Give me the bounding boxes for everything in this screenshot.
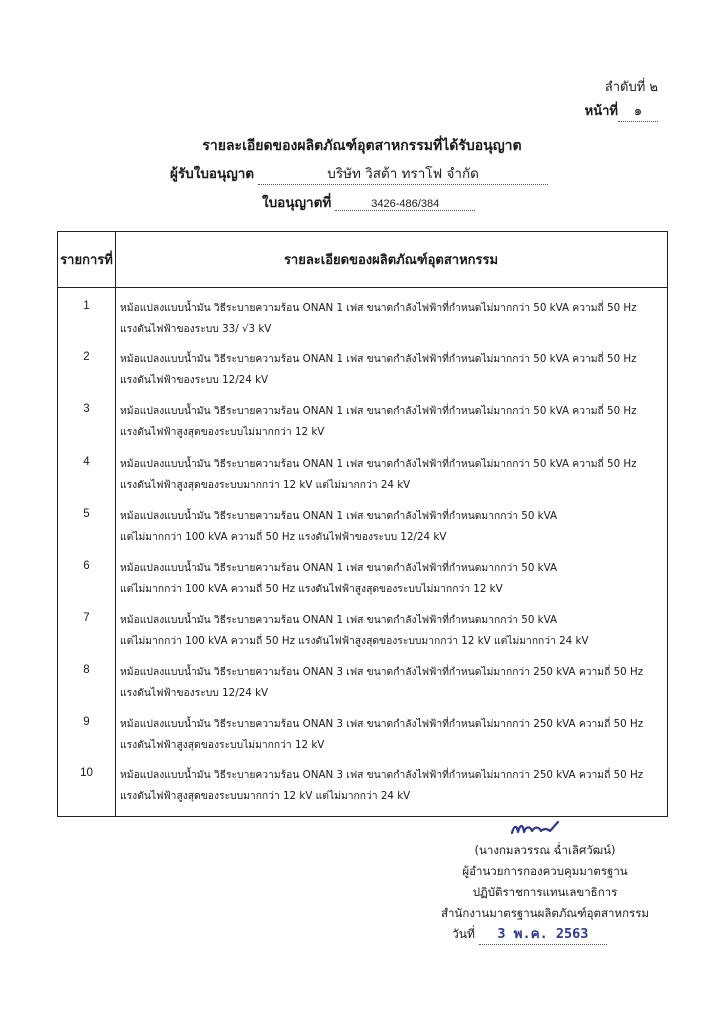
- document-title: รายละเอียดของผลิตภัณฑ์อุตสาหกรรมที่ได้รับอนุญาต: [202, 138, 522, 154]
- table-row: [58, 763, 667, 813]
- table-row: [58, 660, 667, 710]
- row-detail-line: หม้อแปลงแบบน้ำมัน วิธีระบายความร้อน ONAN 1 เฟส ขนาดกำลังไฟฟ้าที่กำหนดมากกว่า 50 kVA: [120, 562, 558, 574]
- product-table: [57, 231, 668, 817]
- table-row: [58, 504, 667, 554]
- row-detail: [120, 401, 661, 443]
- row-detail: [120, 506, 661, 548]
- row-number: 7: [83, 612, 90, 624]
- row-detail-line: แรงดันไฟฟ้าสูงสุดของระบบไม่มากกว่า 12 kV: [120, 739, 325, 751]
- table-row: [58, 399, 667, 449]
- row-detail-line: หม้อแปลงแบบน้ำมัน วิธีระบายความร้อน ONAN 1 เฟส ขนาดกำลังไฟฟ้าที่กำหนดมากกว่า 50 kVA: [120, 614, 558, 626]
- table-row: [58, 347, 667, 397]
- row-number: 9: [83, 716, 90, 728]
- row-detail-line: หม้อแปลงแบบน้ำมัน วิธีระบายความร้อน ONAN 1 เฟส ขนาดกำลังไฟฟ้าที่กำหนดไม่มากกว่า 50 kVA ความถี่ 50 Hz: [120, 302, 637, 314]
- table-row: [58, 556, 667, 606]
- license-holder-value: บริษัท วิสต้า ทราโฟ จำกัด: [258, 162, 548, 185]
- date-label: วันที่: [452, 927, 475, 941]
- row-detail-line: แรงดันไฟฟ้าสูงสุดของระบบมากกว่า 12 kV แต่ไม่มากกว่า 24 kV: [120, 479, 411, 491]
- row-detail-line: แรงดันไฟฟ้าสูงสุดของระบบไม่มากกว่า 12 kV: [120, 426, 325, 438]
- row-detail-line: หม้อแปลงแบบน้ำมัน วิธีระบายความร้อน ONAN 3 เฟส ขนาดกำลังไฟฟ้าที่กำหนดไม่มากกว่า 250 kVA ความถี่ 50 Hz: [120, 769, 644, 781]
- row-detail-line: หม้อแปลงแบบน้ำมัน วิธีระบายความร้อน ONAN 1 เฟส ขนาดกำลังไฟฟ้าที่กำหนดไม่มากกว่า 50 kVA ความถี่ 50 Hz: [120, 405, 637, 417]
- page-value: ๑: [618, 100, 658, 122]
- handwritten-signature: [508, 817, 568, 839]
- signer-organization: สำนักงานมาตรฐานผลิตภัณฑ์อุตสาหกรรม: [441, 906, 649, 920]
- table-row: [58, 452, 667, 502]
- row-detail-line: แรงดันไฟฟ้าของระบบ 12/24 kV: [120, 374, 269, 386]
- date-stamp: 3 พ.ค. 2563: [479, 922, 607, 945]
- row-number: 8: [83, 664, 90, 676]
- row-number: 2: [83, 351, 90, 363]
- row-detail-line: หม้อแปลงแบบน้ำมัน วิธีระบายความร้อน ONAN 1 เฟส ขนาดกำลังไฟฟ้าที่กำหนดมากกว่า 50 kVA: [120, 510, 558, 522]
- table-header-detail: รายละเอียดของผลิตภัณฑ์อุตสาหกรรม: [283, 253, 499, 268]
- license-number-row: [262, 191, 475, 213]
- page-number: [585, 100, 658, 122]
- date-row: [452, 922, 607, 945]
- row-detail: [120, 662, 661, 704]
- table-row: [58, 712, 667, 762]
- row-detail: [120, 610, 661, 652]
- row-number: 3: [83, 403, 90, 415]
- signature-block: [400, 840, 690, 924]
- row-detail-line: หม้อแปลงแบบน้ำมัน วิธีระบายความร้อน ONAN 3 เฟส ขนาดกำลังไฟฟ้าที่กำหนดไม่มากกว่า 250 kVA ความถี่ 50 Hz: [120, 718, 644, 730]
- license-holder-row: [170, 162, 548, 185]
- signer-title: ปฏิบัติราชการแทนเลขาธิการ: [472, 885, 618, 899]
- row-detail: [120, 558, 661, 600]
- row-detail-line: แรงดันไฟฟ้าของระบบ 33/ √3 kV: [120, 323, 272, 335]
- row-detail: [120, 298, 661, 340]
- row-detail: [120, 765, 661, 807]
- order-value: ๒: [649, 80, 658, 95]
- order-number: [605, 76, 658, 97]
- row-detail-line: แต่ไม่มากกว่า 100 kVA ความถี่ 50 Hz แรงดันไฟฟ้าสูงสุดของระบบมากกว่า 12 kV แต่ไม่มากกว่า 24 kV: [120, 635, 589, 647]
- row-detail: [120, 714, 661, 756]
- license-number-value: 3426-486/384: [335, 198, 475, 211]
- page-label: หน้าที่: [584, 104, 618, 119]
- row-number: 5: [83, 508, 90, 520]
- signer-name: (นางกมลวรรณ ฉ่ำเลิศวัฒน์): [474, 843, 616, 857]
- table-header-item: รายการที่: [60, 253, 113, 268]
- row-detail-line: แรงดันไฟฟ้าของระบบ 12/24 kV: [120, 687, 269, 699]
- row-detail-line: หม้อแปลงแบบน้ำมัน วิธีระบายความร้อน ONAN 1 เฟส ขนาดกำลังไฟฟ้าที่กำหนดไม่มากกว่า 50 kVA ความถี่ 50 Hz: [120, 458, 637, 470]
- row-detail-line: แต่ไม่มากกว่า 100 kVA ความถี่ 50 Hz แรงดันไฟฟ้าสูงสุดของระบบไม่มากกว่า 12 kV: [120, 583, 503, 595]
- license-number-label: ใบอนุญาตที่: [262, 195, 332, 211]
- signer-title: ผู้อำนวยการกองควบคุมมาตรฐาน: [462, 864, 628, 878]
- row-number: 1: [83, 300, 90, 312]
- row-detail-line: หม้อแปลงแบบน้ำมัน วิธีระบายความร้อน ONAN 1 เฟส ขนาดกำลังไฟฟ้าที่กำหนดไม่มากกว่า 50 kVA ความถี่ 50 Hz: [120, 353, 637, 365]
- row-detail-line: หม้อแปลงแบบน้ำมัน วิธีระบายความร้อน ONAN 3 เฟส ขนาดกำลังไฟฟ้าที่กำหนดไม่มากกว่า 250 kVA ความถี่ 50 Hz: [120, 666, 644, 678]
- row-detail-line: แรงดันไฟฟ้าสูงสุดของระบบมากกว่า 12 kV แต่ไม่มากกว่า 24 kV: [120, 790, 411, 802]
- row-detail: [120, 454, 661, 496]
- row-detail: [120, 349, 661, 391]
- license-holder-label: ผู้รับใบอนุญาต: [170, 166, 255, 182]
- order-label: ลำดับที่: [604, 80, 646, 95]
- row-number: 4: [83, 456, 90, 468]
- table-row: [58, 608, 667, 658]
- row-number: 6: [83, 560, 90, 572]
- row-detail-line: แต่ไม่มากกว่า 100 kVA ความถี่ 50 Hz แรงดันไฟฟ้าของระบบ 12/24 kV: [120, 531, 447, 543]
- table-row: [58, 296, 667, 346]
- row-number: 10: [80, 767, 93, 779]
- table-header-divider: [58, 287, 667, 288]
